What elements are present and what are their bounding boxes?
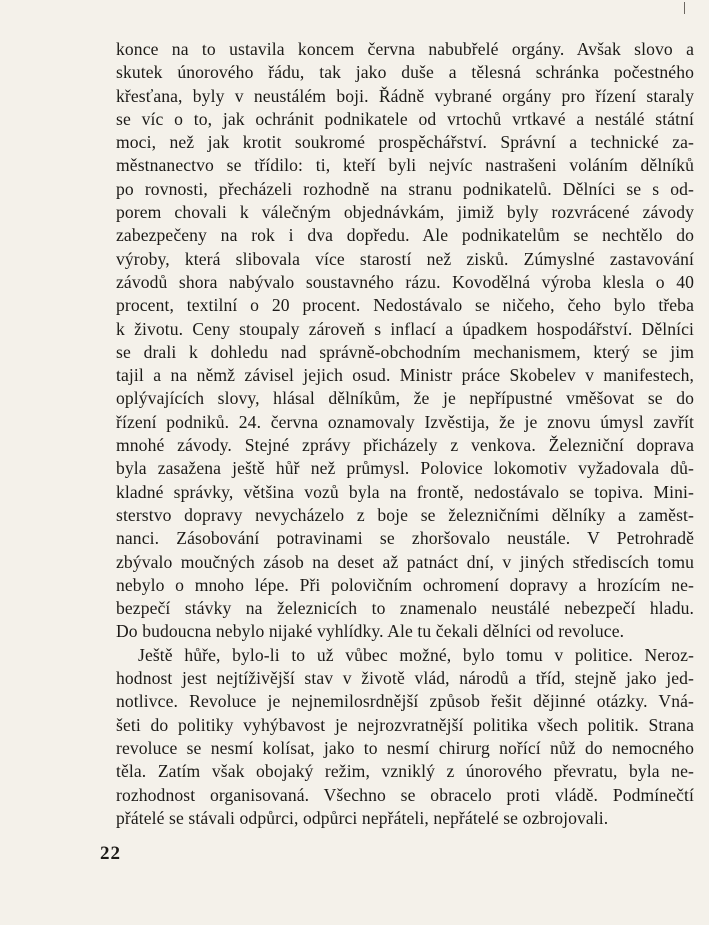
scan-mark xyxy=(684,2,685,14)
text-line: hodnost jest nejtíživější stav v životě vlád, národů a tříd, stejně jako jed- xyxy=(116,668,694,689)
text-line: závodů shora nabývalo soustavného rázu. Kovodělná výroba klesla o 40 xyxy=(116,271,694,292)
text-line: notlivce. Revoluce je nejnemilosrdnější způsob řešit dějinné otázky. Vná- xyxy=(116,691,694,712)
text-line: výroby, která slibovala více starostí než zisků. Zúmyslné zastavování xyxy=(116,248,694,269)
text-line: přátelé se stávali odpůrci, odpůrci nepřáteli, nepřátelé se ozbrojovali. xyxy=(116,807,609,828)
text-line: křesťana, byly v neustálém boji. Řádně vybrané orgány pro řízení staraly xyxy=(116,85,694,106)
text-line: těla. Zatím však obojaký režim, vzniklý z únorového převratu, byla ne- xyxy=(116,761,694,782)
text-line: bezpečí stávky na železnicích to znamenalo neustálé nebezpečí hladu. xyxy=(116,598,694,619)
text-line: tajil a na němž závisel jejich osud. Ministr práce Skobelev v manifestech, xyxy=(116,365,694,386)
text-line: mnohé závody. Stejné zprávy přicházely z venkova. Železniční doprava xyxy=(116,435,694,456)
text-line: zbývalo moučných zásob na deset až patnáct dní, v jiných střediscích tomu xyxy=(116,551,694,572)
text-line: Do budoucna nebylo nijaké vyhlídky. Ale tu čekali dělníci od revoluce. xyxy=(116,621,625,642)
text-line: rozhodnost organisovaná. Všechno se obracelo proti vládě. Podmínečtí xyxy=(116,784,694,805)
text-line: procent, textilní o 20 procent. Nedostávalo se ničeho, čeho bylo třeba xyxy=(116,295,694,316)
text-line: skutek únorového řádu, tak jako duše a tělesná schránka počestného xyxy=(116,62,694,83)
text-line: sterstvo dopravy nevycházelo z boje se železničními dělníky a zaměst- xyxy=(116,504,694,525)
text-line: nanci. Zásobování potravinami se zhoršovalo neustále. V Petrohradě xyxy=(116,528,694,549)
text-line: nebylo o mnoho lépe. Při polovičním ochromení dopravy a hrozícím ne- xyxy=(116,574,694,595)
text-line: Ještě hůře, bylo-li to už vůbec možné, bylo tomu v politice. Neroz- xyxy=(138,644,694,665)
body-text xyxy=(116,38,694,830)
text-line: po rovnosti, přecházeli rozhodně na stranu podnikatelů. Dělníci se s od- xyxy=(116,178,694,199)
text-line: šeti do politiky vyhýbavost je nejrozvratnější politika všech politik. Strana xyxy=(116,714,694,735)
page-number: 22 xyxy=(100,843,121,864)
text-line: zabezpečeny na rok i dva dopředu. Ale podnikatelům se nechtělo do xyxy=(116,225,694,246)
text-line: moci, než jak krotit soukromé prospěchářství. Správní a technické za- xyxy=(116,132,694,153)
text-line: porem chovali k válečným objednávkám, jimiž byly rozvrácené závody xyxy=(116,202,694,223)
text-line: k životu. Ceny stoupaly zároveň s inflací a úpadkem hospodářství. Dělníci xyxy=(116,318,694,339)
text-line: kladné správky, většina vozů byla na frontě, nedostávalo se topiva. Mini- xyxy=(116,481,694,502)
text-line: revoluce se nesmí kolísat, jako to nesmí chirurg nořící nůž do nemocného xyxy=(116,737,694,758)
text-line: se drali k dohledu nad správně-obchodním mechanismem, který se jim xyxy=(116,341,694,362)
text-line: konce na to ustavila koncem června nabubřelé orgány. Avšak slovo a xyxy=(116,39,694,59)
text-line: řízení podniků. 24. června oznamovaly Izvěstija, že je znovu úmysl zavřít xyxy=(116,411,694,432)
text-line: se víc o to, jak ochránit podnikatele od vrtochů vrtkavé a nestálé státní xyxy=(116,108,694,129)
text-line: městnanectvo se třídilo: ti, kteří byli nejvíc nastrašeni voláním dělníků xyxy=(116,155,694,176)
text-line: oplývajících slovy, hlásal dělníkům, že je nepřípustné vměšovat se do xyxy=(116,388,694,409)
text-line: byla zasažena ještě hůř než průmysl. Polovice lokomotiv vyžadovala dů- xyxy=(116,458,694,479)
